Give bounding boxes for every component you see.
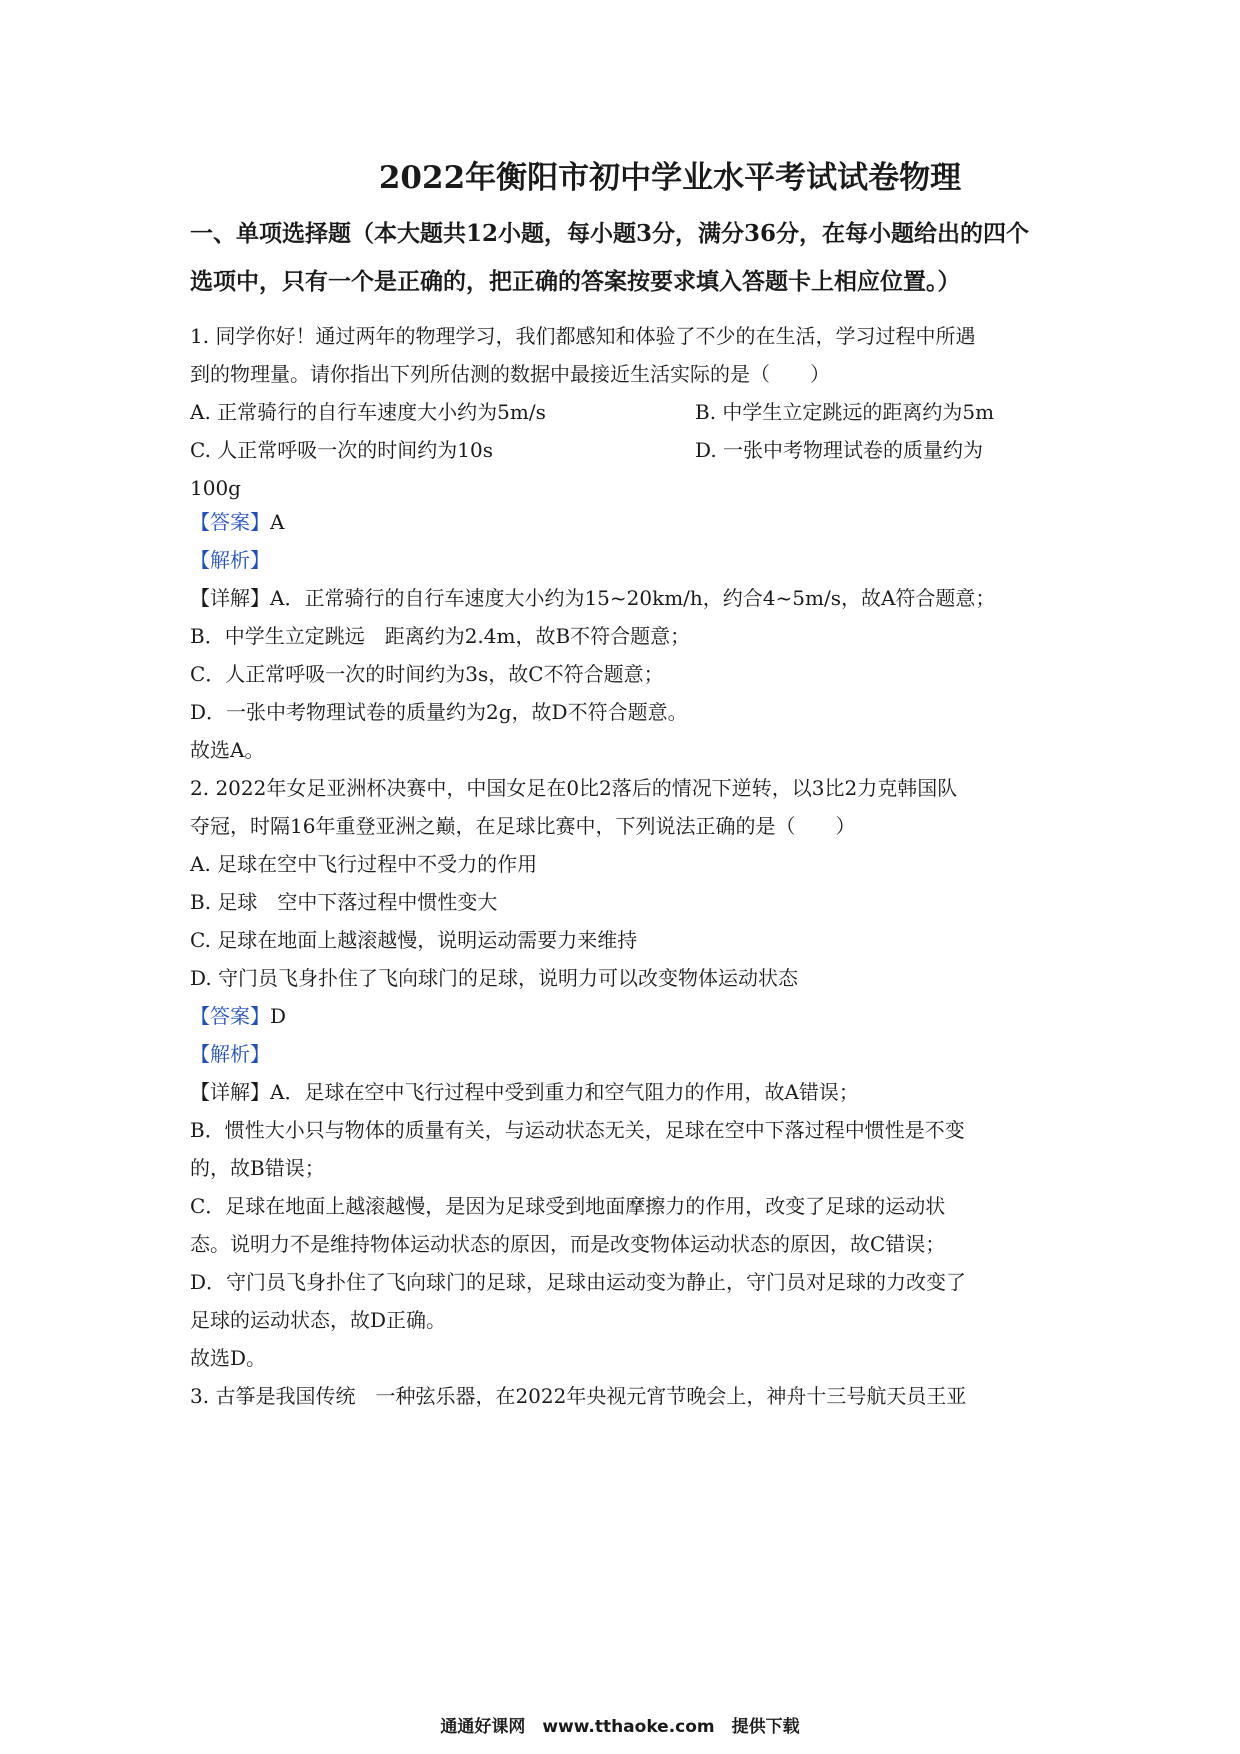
detail-text: A．正常骑行的自行车速度大小约为15~20km/h，约合4~5m/s，故A符合题意； — [270, 586, 996, 610]
answer-value: D — [270, 1004, 287, 1028]
q1-option-d: D. 一张中考物理试卷的质量约为 — [695, 438, 984, 462]
q2-detail-c-line-2: 态。说明力不是维持物体运动状态的原因，而是改变物体运动状态的原因，故C错误； — [190, 1232, 946, 1256]
q2-detail-d-line-1: D．守门员飞身扑住了飞向球门的足球，足球由运动变为静止，守门员对足球的力改变了 — [190, 1270, 967, 1294]
page-title: 2022年衡阳市初中学业水平考试试卷物理 — [378, 160, 962, 196]
q1-detail-c: C．人正常呼吸一次的时间约为3s，故C不符合题意； — [190, 662, 664, 686]
q2-option-c: C. 足球在地面上越滚越慢，说明运动需要力来维持 — [190, 928, 638, 952]
answer-tag: 【答案】 — [190, 1004, 270, 1028]
q1-detail-b: B．中学生立定跳远 距离约为2.4m，故B不符合题意； — [190, 624, 691, 648]
q2-detail-d-line-2: 足球的运动状态，故D正确。 — [190, 1308, 447, 1332]
detail-tag: 【详解】 — [190, 1080, 270, 1104]
page-footer: 通通好课网 www.tthaoke.com 提供下载 — [440, 1717, 800, 1737]
q2-analysis — [190, 1040, 270, 1068]
q1-analysis — [190, 546, 270, 574]
q1-conclusion: 故选A。 — [190, 738, 265, 762]
q2-answer — [190, 1002, 286, 1030]
q2-detail-b-line-1: B．惯性大小只与物体的质量有关，与运动状态无关，足球在空中下落过程中惯性是不变 — [190, 1118, 965, 1142]
q2-option-b: B. 足球 空中下落过程中惯性变大 — [190, 890, 498, 914]
q1-detail-a — [190, 584, 995, 612]
q1-stem-line-1: 1. 同学你好！通过两年的物理学习，我们都感知和体验了不少的在生活，学习过程中所遇 — [190, 324, 976, 348]
q3-stem-line-1: 3. 古筝是我国传统 一种弦乐器，在2022年央视元宵节晚会上，神舟十三号航天员王亚 — [190, 1384, 967, 1408]
q2-stem-line-2: 夺冠，时隔16年重登亚洲之巅，在足球比赛中，下列说法正确的是（ ） — [190, 814, 856, 838]
q1-option-c: C. 人正常呼吸一次的时间约为10s — [190, 438, 494, 462]
q2-stem-line-1: 2. 2022年女足亚洲杯决赛中，中国女足在0比2落后的情况下逆转，以3比2力克韩国队 — [190, 776, 958, 800]
answer-value: A — [270, 510, 285, 534]
q2-conclusion: 故选D。 — [190, 1346, 267, 1370]
q1-option-d-continued: 100g — [190, 476, 241, 500]
q2-detail-c-line-1: C．足球在地面上越滚越慢，是因为足球受到地面摩擦力的作用，改变了足球的运动状 — [190, 1194, 946, 1218]
section-heading: 一、单项选择题（本大题共12小题，每小题3分，满分36分，在每小题给出的四个选项中，只有一个是正确的，把正确的答案按要求填入答题卡上相应位置。） — [190, 220, 1030, 295]
analysis-tag: 【解析】 — [190, 1042, 270, 1066]
q2-detail-a — [190, 1078, 859, 1106]
q2-detail-b-line-2: 的，故B错误； — [190, 1156, 325, 1180]
answer-tag: 【答案】 — [190, 510, 270, 534]
q2-option-a: A. 足球在空中飞行过程中不受力的作用 — [190, 852, 538, 876]
q1-detail-d: D．一张中考物理试卷的质量约为2g，故D不符合题意。 — [190, 700, 688, 724]
q1-option-a: A. 正常骑行的自行车速度大小约为5m/s — [190, 400, 546, 424]
detail-text: A．足球在空中飞行过程中受到重力和空气阻力的作用，故A错误； — [270, 1080, 859, 1104]
detail-tag: 【详解】 — [190, 586, 270, 610]
q1-answer — [190, 508, 284, 536]
q1-option-b: B. 中学生立定跳远的距离约为5m — [695, 400, 995, 424]
analysis-tag: 【解析】 — [190, 548, 270, 572]
q1-stem-line-2: 到的物理量。请你指出下列所估测的数据中最接近生活实际的是（ ） — [190, 362, 830, 386]
q2-option-d: D. 守门员飞身扑住了飞向球门的足球，说明力可以改变物体运动状态 — [190, 966, 799, 990]
